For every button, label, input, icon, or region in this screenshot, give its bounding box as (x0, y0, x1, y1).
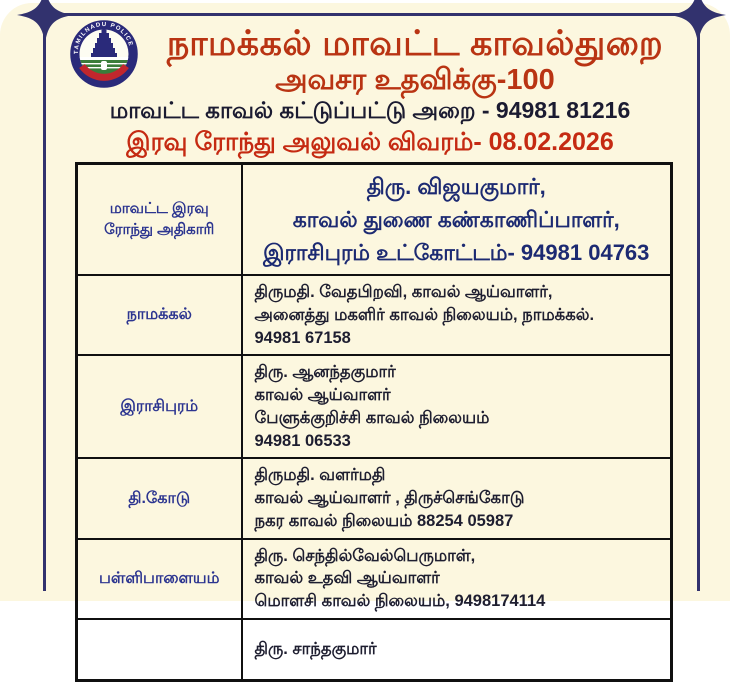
officer-name: திரு. ஆனந்தகுமார் (254, 363, 396, 382)
officer-rank: காவல் ஆய்வாளர் , திருச்செங்கோடு (254, 489, 525, 508)
poster-title: நாமக்கல் மாவட்ட காவல்துறை (166, 24, 664, 63)
table-row (77, 275, 672, 355)
table-row (77, 164, 672, 276)
phone-number: 94981 67158 (254, 328, 351, 347)
row-label (77, 275, 242, 355)
table-row (77, 619, 672, 681)
frame-left-line (43, 13, 46, 591)
corner-star-icon (17, 0, 73, 43)
table-row (77, 355, 672, 458)
row-label-line: பள்ளிபாளையம் (99, 570, 220, 587)
night-patrol-heading: இரவு ரோந்து அலுவல் விவரம்- 08.02.2026 (126, 128, 614, 156)
emergency-help-line: அவசர உதவிக்கு-100 (275, 64, 555, 96)
officer-rank: காவல் ஆய்வாளர் (254, 386, 391, 405)
row-value (242, 355, 672, 458)
row-label (77, 164, 242, 276)
officer-contact: இராசிபுரம் உட்கோட்டம்- 94981 04763 (263, 240, 650, 265)
row-value (242, 164, 672, 276)
officer-rank: காவல் துணை கண்காணிப்பாளர், (292, 207, 620, 232)
row-value (242, 619, 672, 681)
table-row (77, 539, 672, 619)
row-value (242, 539, 672, 619)
row-label-line: ரோந்து அதிகாரி (104, 220, 215, 238)
row-label-line: தி.கோடு (128, 489, 191, 507)
officer-name: திரு. விஜயகுமார், (366, 174, 546, 199)
row-label (77, 458, 242, 538)
tamilnadu-police-emblem-icon (70, 20, 138, 88)
row-label-line: மாவட்ட இரவு (109, 200, 209, 218)
officer-name: திருமதி. வேதபிறவி, காவல் ஆய்வாளர், (254, 283, 553, 301)
table-row (77, 458, 672, 538)
district-control-room-line: மாவட்ட காவல் கட்டுப்பட்டு அறை - 94981 81216 (109, 97, 631, 123)
frame-top-line (44, 13, 699, 16)
row-label-line: இராசிபுரம் (120, 398, 199, 416)
officer-name: திரு. செந்தில்வேல்பெருமாள், (254, 546, 476, 565)
station-line: பேளுக்குறிச்சி காவல் நிலையம் (254, 408, 490, 427)
row-label (77, 355, 242, 458)
phone-number: 94981 06533 (254, 431, 351, 450)
station-line: நகர காவல் நிலையம் 88254 05987 (254, 511, 514, 530)
station-line: மொளசி காவல் நிலையம், 9498174114 (254, 592, 546, 611)
frame-right-line (697, 13, 700, 591)
officer-name: திரு. சாந்தகுமார் (254, 640, 377, 659)
row-label-line: நாமக்கல் (126, 306, 192, 324)
officer-name: திருமதி. வளர்மதி (254, 466, 386, 485)
row-value (242, 458, 672, 538)
emblem-ring-text: TAMILNADU POLICE (73, 21, 134, 55)
station-line: அனைத்து மகளிர் காவல் நிலையம், நாமக்கல். (254, 305, 595, 324)
officer-rank: காவல் உதவி ஆய்வாளர் (254, 569, 440, 588)
night-patrol-duty-table (75, 162, 673, 682)
row-label (77, 619, 242, 681)
row-value (242, 275, 672, 355)
row-label (77, 539, 242, 619)
